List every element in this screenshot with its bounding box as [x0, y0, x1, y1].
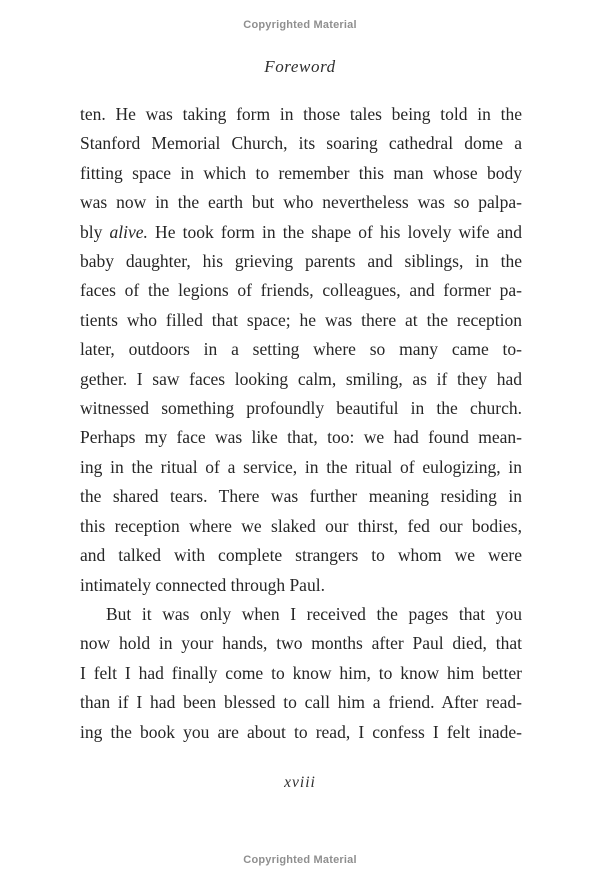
text-line: ing in the ritual of a service, in the ritual of eulogizing, in: [80, 456, 522, 477]
text-line: now hold in your hands, two months after Paul died, that: [80, 633, 522, 654]
text-line: than if I had been blessed to call him a friend. After read-: [80, 692, 522, 713]
body-text: [80, 100, 522, 747]
text-line: ten. He was taking form in those tales being told in the: [80, 104, 522, 124]
text-line: later, outdoors in a setting where so many came to-: [80, 339, 522, 360]
text-line: Stanford Memorial Church, its soaring cathedral dome a: [80, 133, 522, 154]
copyright-watermark-top: Copyrighted Material: [243, 19, 357, 31]
text-line: was now in the earth but who nevertheless was so palpa-: [80, 192, 522, 213]
text-line: Perhaps my face was like that, too: we had found mean-: [80, 427, 522, 448]
text-line: gether. I saw faces looking calm, smiling, as if they had: [80, 368, 522, 389]
page-number: xviii: [284, 774, 316, 791]
text-line: I felt I had finally come to know him, to know him better: [80, 662, 522, 683]
text-line: this reception where we slaked our thirst, fed our bodies,: [80, 515, 522, 536]
text-line: fitting space in which to remember this man whose body: [80, 162, 522, 183]
text-line: But it was only when I received the pages that you: [106, 603, 522, 624]
text-line: witnessed something profoundly beautiful in the church.: [80, 398, 522, 419]
text-line: tients who filled that space; he was there at the reception: [80, 309, 522, 330]
copyright-watermark-bottom: Copyrighted Material: [243, 854, 357, 866]
text-line: bly alive. He took form in the shape of his lovely wife and: [80, 221, 522, 242]
text-line: baby daughter, his grieving parents and siblings, in the: [80, 251, 522, 272]
text-line: ing the book you are about to read, I confess I felt inade-: [80, 721, 522, 742]
text-line: the shared tears. There was further meaning residing in: [80, 486, 522, 507]
text-line: faces of the legions of friends, colleagues, and former pa-: [80, 280, 522, 301]
text-line: and talked with complete strangers to whom we were: [80, 545, 522, 566]
text-line: intimately connected through Paul.: [80, 574, 325, 595]
chapter-heading: Foreword: [264, 57, 336, 76]
